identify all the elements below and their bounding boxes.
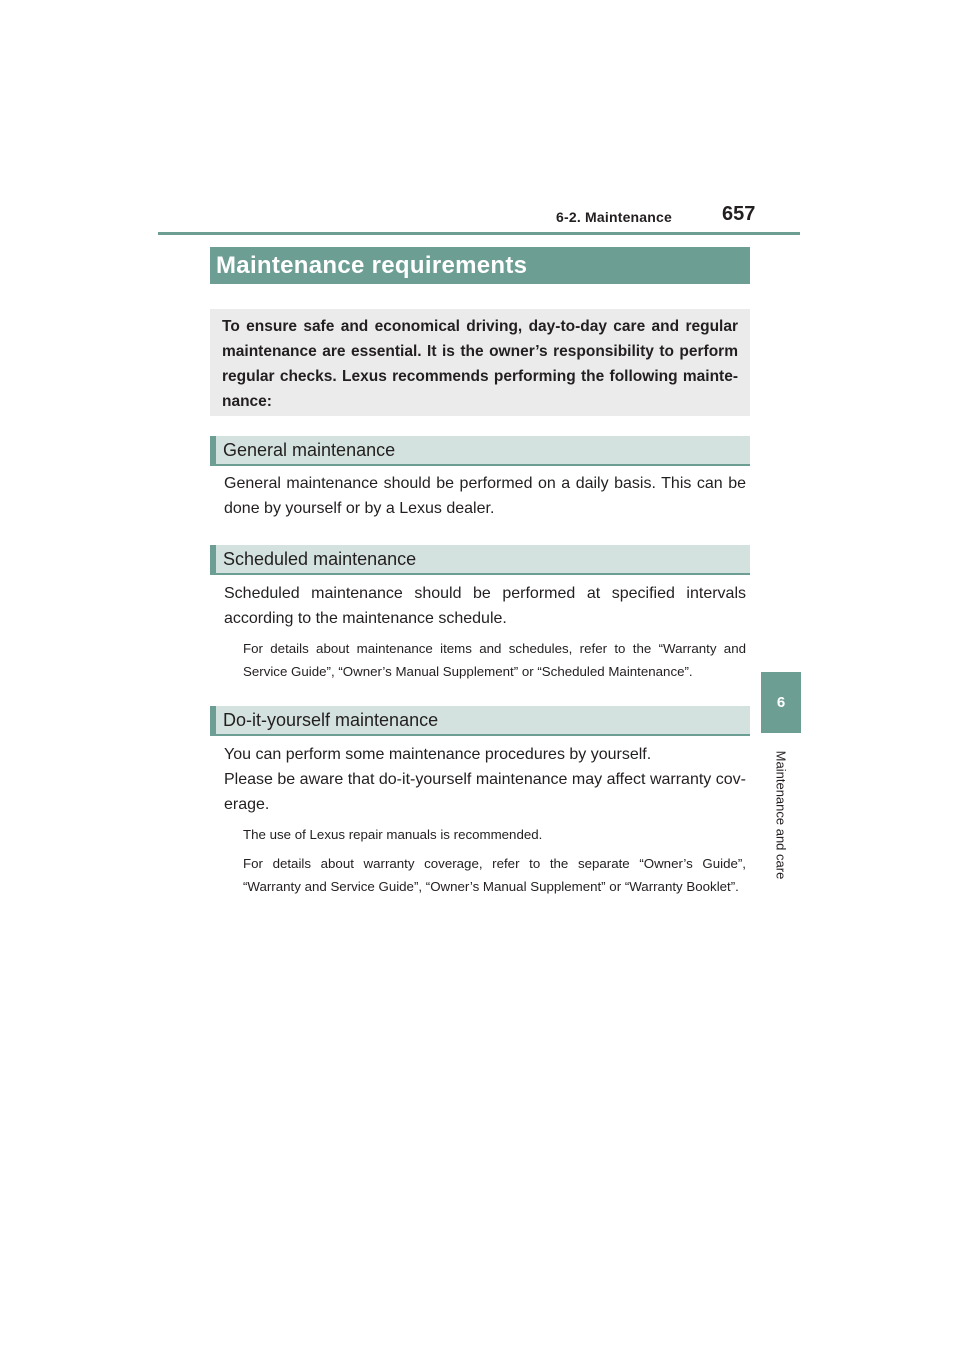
paragraph: You can perform some maintenance procedures by yourself. bbox=[224, 746, 652, 763]
page-title: Maintenance requirements bbox=[210, 247, 750, 284]
section-body-general bbox=[224, 471, 746, 521]
intro-text: To ensure safe and economical driving, day-to-day care and regular maintenance are essential. It is the owner’s responsibility to perform regular checks. Lexus recommends performing the following mainte-nance: bbox=[222, 318, 738, 410]
section-heading-label: Do-it-yourself maintenance bbox=[223, 709, 439, 730]
section-heading-label: Scheduled maintenance bbox=[223, 548, 417, 569]
section-heading-scheduled bbox=[210, 545, 750, 575]
running-header-section: 6-2. Maintenance bbox=[556, 209, 673, 225]
note-diy-warranty: For details about warranty coverage, refer to the separate “Owner’s Guide”, “Warranty and Service Guide”, “Owner’s Manual Supplement” or “Warranty Booklet”. bbox=[243, 856, 746, 894]
paragraph: Please be aware that do-it-yourself maintenance may affect warranty cov-erage. bbox=[224, 771, 746, 813]
chapter-tab bbox=[761, 672, 801, 733]
section-body-diy bbox=[224, 742, 746, 817]
paragraph: General maintenance should be performed on a daily basis. This can be done by yourself or by a Lexus dealer. bbox=[224, 475, 746, 517]
section-heading-general bbox=[210, 436, 750, 466]
header-rule bbox=[158, 232, 800, 235]
chapter-label: Maintenance and care bbox=[773, 750, 789, 880]
paragraph: Scheduled maintenance should be performed at specified intervals according to the maintenance schedule. bbox=[224, 585, 746, 627]
page-number: 657 bbox=[722, 203, 756, 225]
intro-box bbox=[210, 309, 750, 416]
section-heading-label: General maintenance bbox=[223, 439, 396, 460]
note-scheduled: For details about maintenance items and schedules, refer to the “Warranty and Service Guide”, “Owner’s Manual Supplement” or “Scheduled Maintenance”. bbox=[243, 641, 746, 679]
chapter-number: 6 bbox=[776, 694, 786, 711]
section-body-scheduled bbox=[224, 581, 746, 631]
note-diy-manuals: The use of Lexus repair manuals is recommended. bbox=[243, 827, 543, 842]
section-heading-diy bbox=[210, 706, 750, 736]
